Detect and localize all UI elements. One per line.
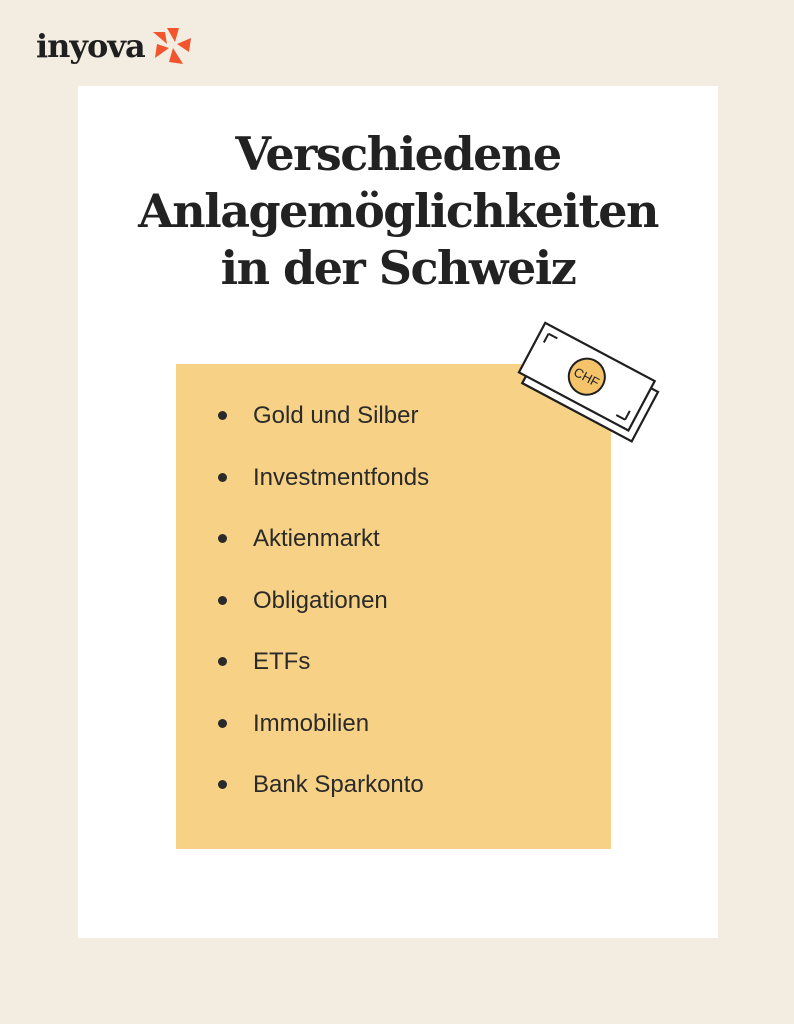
bullet-icon (218, 719, 227, 728)
bullet-icon (218, 596, 227, 605)
bullet-icon (218, 473, 227, 482)
bullet-icon (218, 780, 227, 789)
title-line: Anlagemöglichkeiten (138, 184, 658, 238)
list-item-label: ETFs (253, 648, 311, 675)
list-item-label: Bank Sparkonto (253, 771, 424, 798)
bullet-icon (218, 534, 227, 543)
list-item (218, 462, 429, 524)
title-line: Verschiedene (235, 127, 561, 181)
brand-logo (36, 24, 193, 68)
brand-name: inyova (36, 27, 145, 65)
list-item-label: Aktienmarkt (253, 525, 380, 552)
list-item (218, 523, 429, 585)
list-item-label: Gold und Silber (253, 402, 419, 429)
star-flower-icon (149, 24, 193, 68)
list-item-label: Investmentfonds (253, 463, 430, 491)
banknote-icon (508, 318, 668, 448)
currency-label: CHF (571, 364, 602, 391)
title-line: in der Schweiz (220, 241, 576, 295)
list-item (218, 769, 429, 831)
list-item-label: Obligationen (253, 586, 388, 614)
list-item (218, 400, 429, 462)
list-item-label: Immobilien (253, 709, 370, 737)
bullet-icon (218, 411, 227, 420)
list-item (218, 708, 429, 770)
investment-options-list (218, 400, 429, 831)
content-card (78, 86, 718, 938)
list-item (218, 646, 429, 708)
list-item (218, 585, 429, 647)
page-title (78, 126, 718, 297)
bullet-icon (218, 657, 227, 666)
